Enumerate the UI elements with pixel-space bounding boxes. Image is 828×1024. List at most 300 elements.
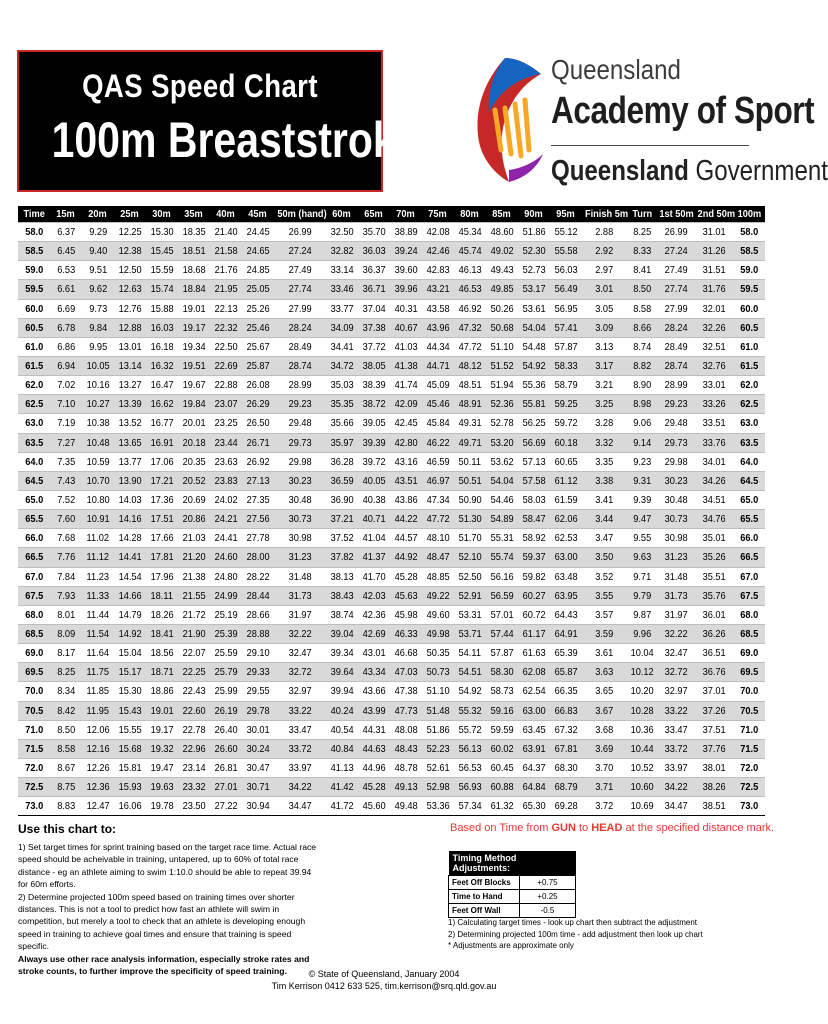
table-cell — [518, 356, 550, 375]
table-cell — [242, 490, 274, 509]
table-cell — [210, 395, 242, 414]
cell-value: 35.01 — [702, 532, 726, 545]
table-cell — [390, 644, 422, 663]
cell-value: 3.17 — [595, 360, 614, 373]
column-header — [695, 206, 736, 223]
cell-value: 10.70 — [86, 474, 110, 487]
table-cell — [390, 471, 422, 490]
cell-value: 17.51 — [150, 513, 174, 526]
cell-value: 20.52 — [182, 474, 206, 487]
table-cell — [657, 452, 695, 471]
table-cell — [178, 720, 210, 739]
table-cell — [242, 529, 274, 548]
cell-value: 7.68 — [57, 532, 75, 545]
cell-value: 44.96 — [362, 762, 386, 774]
table-cell — [326, 644, 358, 663]
chart-title: 100m Breaststroke — [51, 112, 419, 168]
cell-value: 38.89 — [394, 226, 418, 239]
table-cell — [242, 242, 274, 261]
cell-value: 42.36 — [362, 608, 386, 621]
table-cell — [50, 376, 82, 395]
table-cell — [114, 510, 146, 529]
table-cell — [210, 548, 242, 567]
cell-value: 12.36 — [86, 781, 110, 794]
table-cell — [627, 567, 657, 586]
column-header-label: 75m — [428, 208, 448, 220]
cell-value: 26.99 — [664, 226, 688, 239]
cell-value: 52.61 — [426, 762, 450, 774]
cell-value: 32.47 — [288, 647, 312, 660]
table-row — [18, 529, 765, 548]
table-cell — [422, 242, 454, 261]
cell-value: 46.53 — [458, 283, 482, 296]
cell-value: 12.38 — [118, 245, 142, 258]
cell-value: 65.0 — [25, 494, 43, 507]
cell-value: 30.98 — [288, 532, 312, 545]
table-cell — [657, 586, 695, 605]
cell-value: 66.0 — [25, 532, 43, 545]
cell-value: 59.82 — [522, 570, 546, 583]
cell-value: 12.47 — [86, 800, 110, 813]
cell-value: 65.5 — [740, 513, 758, 526]
adjustment-label: Time to Hand — [449, 890, 520, 904]
cell-value: 54.92 — [522, 360, 546, 373]
table-cell — [210, 586, 242, 605]
cell-value: 49.85 — [490, 283, 514, 296]
cell-value: 19.32 — [150, 742, 174, 755]
table-cell — [326, 529, 358, 548]
cell-value: 39.34 — [330, 647, 354, 660]
table-cell — [210, 337, 242, 356]
cell-value: 9.14 — [633, 436, 651, 449]
cell-value: 27.35 — [246, 494, 270, 507]
table-cell — [486, 529, 518, 548]
table-cell — [486, 548, 518, 567]
cell-value: 52.36 — [490, 398, 514, 411]
cell-value: 59.25 — [554, 398, 578, 411]
table-cell — [518, 624, 550, 643]
table-cell — [114, 490, 146, 509]
table-cell — [178, 299, 210, 318]
table-cell — [274, 376, 326, 395]
cell-value: 16.77 — [150, 417, 174, 430]
column-header-label: 45m — [248, 208, 268, 220]
cell-value: 14.03 — [118, 494, 142, 507]
table-cell — [733, 490, 765, 509]
table-cell — [422, 510, 454, 529]
table-cell — [627, 433, 657, 452]
table-cell — [390, 548, 422, 567]
table-cell — [657, 299, 695, 318]
table-cell — [358, 318, 390, 337]
table-cell — [82, 414, 114, 433]
cell-value: 60.72 — [522, 608, 546, 621]
cell-value: 57.01 — [490, 608, 514, 621]
academy-logo-mark-icon — [465, 50, 549, 190]
table-cell — [274, 510, 326, 529]
cell-value: 48.43 — [394, 742, 418, 755]
table-cell — [210, 778, 242, 797]
cell-value: 45.28 — [362, 781, 386, 794]
table-body — [18, 223, 765, 816]
table-cell — [178, 318, 210, 337]
cell-value: 32.22 — [288, 628, 312, 641]
cell-value: 64.0 — [740, 455, 758, 468]
cell-value: 50.35 — [426, 647, 450, 660]
table-cell — [657, 720, 695, 739]
cell-value: 10.44 — [630, 742, 654, 755]
table-cell — [657, 778, 695, 797]
table-cell — [454, 644, 486, 663]
table-cell — [422, 452, 454, 471]
table-cell — [358, 223, 390, 242]
table-cell — [518, 663, 550, 682]
table-cell — [582, 471, 627, 490]
cell-value: 49.60 — [426, 608, 450, 621]
table-cell — [454, 510, 486, 529]
cell-value: 30.23 — [288, 474, 312, 487]
cell-value: 22.50 — [214, 340, 238, 353]
table-cell — [695, 471, 733, 490]
table-cell — [210, 720, 242, 739]
cell-value: 3.35 — [595, 455, 614, 468]
timing-note-part1: Based on Time from — [450, 822, 552, 834]
table-cell — [146, 797, 178, 816]
table-cell — [210, 682, 242, 701]
cell-value: 3.67 — [595, 704, 614, 717]
table-cell — [422, 644, 454, 663]
table-cell — [358, 644, 390, 663]
cell-value: 3.41 — [595, 494, 614, 507]
cell-value: 40.24 — [330, 704, 354, 717]
cell-value: 32.72 — [288, 666, 312, 679]
cell-value: 18.56 — [150, 647, 174, 660]
column-header — [274, 206, 326, 223]
table-cell — [582, 663, 627, 682]
table-cell — [326, 758, 358, 777]
table-cell — [274, 356, 326, 375]
table-cell — [326, 624, 358, 643]
cell-value: 38.72 — [362, 398, 386, 411]
table-cell — [486, 299, 518, 318]
cell-value: 69.28 — [554, 800, 578, 813]
table-cell — [550, 586, 582, 605]
table-cell — [657, 414, 695, 433]
table-cell — [358, 280, 390, 299]
table-cell — [657, 376, 695, 395]
cell-value: 27.78 — [246, 532, 270, 545]
cell-value: 57.41 — [554, 321, 578, 334]
table-cell — [326, 778, 358, 797]
cell-value: 10.20 — [630, 685, 654, 698]
table-cell — [82, 529, 114, 548]
cell-value: 23.44 — [214, 436, 238, 449]
cell-value: 33.14 — [330, 264, 354, 277]
cell-value: 25.39 — [214, 628, 238, 641]
cell-value: 28.22 — [246, 570, 270, 583]
table-cell — [274, 739, 326, 758]
table-cell — [486, 605, 518, 624]
table-cell — [582, 548, 627, 567]
cell-value: 21.20 — [182, 551, 206, 564]
cell-value: 55.36 — [522, 379, 546, 392]
table-cell — [422, 356, 454, 375]
footer — [0, 968, 768, 992]
cell-value: 71.0 — [25, 723, 43, 736]
cell-value: 21.95 — [214, 283, 238, 296]
cell-value: 24.60 — [214, 551, 238, 564]
cell-value: 57.87 — [490, 647, 514, 660]
table-cell — [422, 223, 454, 242]
table-cell — [627, 299, 657, 318]
cell-value: 29.73 — [664, 436, 688, 449]
cell-value: 6.94 — [57, 360, 75, 373]
table-cell — [82, 261, 114, 280]
table-cell — [657, 701, 695, 720]
cell-value: 31.48 — [288, 570, 312, 583]
cell-value: 44.31 — [362, 723, 386, 736]
cell-value: 36.37 — [362, 264, 386, 277]
table-row — [18, 414, 765, 433]
notes-heading: Use this chart to: — [18, 822, 117, 836]
cell-value: 54.51 — [458, 666, 482, 679]
cell-value: 11.02 — [86, 532, 110, 545]
table-cell — [146, 529, 178, 548]
cell-value: 39.05 — [362, 417, 386, 430]
cell-value: 50.11 — [458, 455, 482, 468]
table-cell — [582, 510, 627, 529]
cell-value: 70.5 — [740, 704, 758, 717]
table-cell — [733, 548, 765, 567]
cell-value: 30.48 — [664, 494, 688, 507]
cell-value: 17.96 — [150, 570, 174, 583]
table-cell — [550, 739, 582, 758]
table-cell — [114, 471, 146, 490]
cell-value: 18.84 — [182, 283, 206, 296]
cell-value: 29.23 — [288, 398, 312, 411]
table-cell — [657, 471, 695, 490]
cell-value: 49.48 — [394, 800, 418, 813]
column-header — [657, 206, 695, 223]
cell-value: 10.05 — [86, 360, 110, 373]
cell-value: 17.66 — [150, 532, 174, 545]
table-cell — [390, 586, 422, 605]
cell-value: 32.47 — [664, 647, 688, 660]
table-cell — [422, 739, 454, 758]
table-cell — [550, 529, 582, 548]
cell-value: 10.59 — [86, 455, 110, 468]
cell-value: 30.98 — [664, 532, 688, 545]
cell-value: 17.81 — [150, 551, 174, 564]
table-cell — [422, 337, 454, 356]
cell-value: 27.13 — [246, 474, 270, 487]
cell-value: 26.40 — [214, 723, 238, 736]
table-cell — [210, 624, 242, 643]
cell-value: 34.09 — [330, 321, 354, 334]
table-cell — [50, 356, 82, 375]
table-cell — [114, 452, 146, 471]
cell-value: 33.72 — [288, 742, 312, 755]
cell-value: 63.91 — [522, 742, 546, 755]
cell-value: 40.54 — [330, 723, 354, 736]
table-cell — [390, 529, 422, 548]
cell-value: 40.05 — [362, 474, 386, 487]
cell-value: 27.01 — [214, 781, 238, 794]
cell-value: 24.02 — [214, 494, 238, 507]
table-cell — [274, 299, 326, 318]
cell-value: 49.31 — [458, 417, 482, 430]
cell-value: 53.20 — [490, 436, 514, 449]
cell-value: 10.12 — [630, 666, 654, 679]
cell-value: 3.71 — [595, 781, 614, 794]
table-cell — [114, 414, 146, 433]
table-cell — [82, 299, 114, 318]
cell-value: 30.73 — [664, 513, 688, 526]
table-cell — [358, 567, 390, 586]
cell-value: 34.72 — [330, 360, 354, 373]
table-cell — [733, 624, 765, 643]
cell-value: 33.22 — [288, 704, 312, 717]
cell-value: 64.5 — [740, 474, 758, 487]
cell-value: 22.60 — [182, 704, 206, 717]
cell-value: 64.37 — [522, 762, 546, 774]
table-cell — [242, 433, 274, 452]
table-cell — [178, 356, 210, 375]
cell-value: 3.50 — [595, 551, 614, 564]
table-cell — [50, 778, 82, 797]
chart-subtitle: QAS Speed Chart — [82, 68, 318, 104]
cell-value: 60.5 — [740, 321, 758, 334]
cell-value: 48.78 — [394, 762, 418, 774]
title-banner — [17, 50, 419, 192]
table-cell — [486, 739, 518, 758]
cell-value: 63.0 — [740, 417, 758, 430]
table-cell — [486, 337, 518, 356]
table-cell — [518, 223, 550, 242]
column-header — [733, 206, 765, 223]
cell-value: 19.78 — [150, 800, 174, 813]
table-cell — [627, 452, 657, 471]
table-cell — [82, 720, 114, 739]
table-cell — [486, 624, 518, 643]
cell-value: 18.35 — [182, 226, 206, 239]
cell-value: 34.47 — [288, 800, 312, 813]
cell-value: 60.02 — [490, 742, 514, 755]
table-cell — [550, 471, 582, 490]
table-cell — [550, 337, 582, 356]
table-cell — [486, 586, 518, 605]
cell-value: 57.13 — [522, 455, 546, 468]
table-cell — [114, 586, 146, 605]
table-cell — [242, 586, 274, 605]
cell-value: 36.26 — [702, 628, 726, 641]
cell-value: 14.66 — [118, 589, 142, 602]
cell-value: 9.62 — [89, 283, 107, 296]
table-row — [18, 318, 765, 337]
cell-value: 7.52 — [57, 494, 75, 507]
cell-value: 11.23 — [86, 570, 110, 583]
cell-value: 58.79 — [554, 379, 578, 392]
cell-value: 37.01 — [702, 685, 726, 698]
cell-value: 36.76 — [702, 666, 726, 679]
cell-value: 31.51 — [702, 264, 726, 277]
cell-value: 30.47 — [246, 762, 270, 774]
table-cell — [518, 778, 550, 797]
cell-value: 7.60 — [57, 513, 75, 526]
table-cell — [627, 395, 657, 414]
table-row — [18, 376, 765, 395]
table-cell — [695, 548, 733, 567]
cell-value: 59.37 — [522, 551, 546, 564]
table-cell — [50, 452, 82, 471]
cell-value: 73.0 — [25, 800, 43, 813]
table-cell — [390, 739, 422, 758]
cell-value: 29.48 — [288, 417, 312, 430]
table-cell — [627, 414, 657, 433]
cell-value: 23.32 — [182, 781, 206, 794]
table-cell — [657, 242, 695, 261]
adjustment-note: 2) Determining projected 100m time - add adjustment then look up chart — [448, 929, 703, 939]
cell-value: 28.44 — [246, 589, 270, 602]
cell-value: 10.69 — [630, 800, 654, 813]
cell-value: 47.73 — [394, 704, 418, 717]
table-cell — [50, 490, 82, 509]
table-cell — [242, 701, 274, 720]
table-cell — [178, 395, 210, 414]
table-cell — [210, 471, 242, 490]
table-cell — [454, 682, 486, 701]
timing-note-head: HEAD — [591, 822, 623, 834]
table-cell — [695, 644, 733, 663]
cell-value: 25.67 — [246, 340, 270, 353]
table-cell — [18, 605, 50, 624]
table-cell — [82, 586, 114, 605]
table-cell — [178, 510, 210, 529]
cell-value: 49.43 — [490, 264, 514, 277]
cell-value: 25.46 — [246, 321, 270, 334]
table-cell — [550, 414, 582, 433]
table-cell — [627, 337, 657, 356]
table-cell — [326, 376, 358, 395]
cell-value: 43.66 — [362, 685, 386, 698]
table-cell — [210, 376, 242, 395]
table-cell — [518, 261, 550, 280]
cell-value: 12.76 — [118, 302, 142, 315]
cell-value: 69.5 — [740, 666, 758, 679]
cell-value: 41.74 — [394, 379, 418, 392]
table-cell — [390, 242, 422, 261]
cell-value: 15.88 — [150, 302, 174, 315]
cell-value: 3.47 — [595, 532, 614, 545]
logo-line-academy: Academy of Sport — [551, 90, 815, 132]
table-cell — [210, 452, 242, 471]
cell-value: 63.5 — [25, 436, 43, 449]
table-cell — [146, 605, 178, 624]
cell-value: 64.43 — [554, 608, 578, 621]
table-cell — [390, 758, 422, 777]
cell-value: 64.84 — [522, 781, 546, 794]
cell-value: 30.71 — [246, 781, 270, 794]
table-row — [18, 758, 765, 777]
table-cell — [178, 701, 210, 720]
table-cell — [358, 739, 390, 758]
cell-value: 41.72 — [330, 800, 354, 813]
cell-value: 17.21 — [150, 474, 174, 487]
table-cell — [114, 223, 146, 242]
table-cell — [146, 701, 178, 720]
cell-value: 8.42 — [57, 704, 75, 717]
cell-value: 25.05 — [246, 283, 270, 296]
